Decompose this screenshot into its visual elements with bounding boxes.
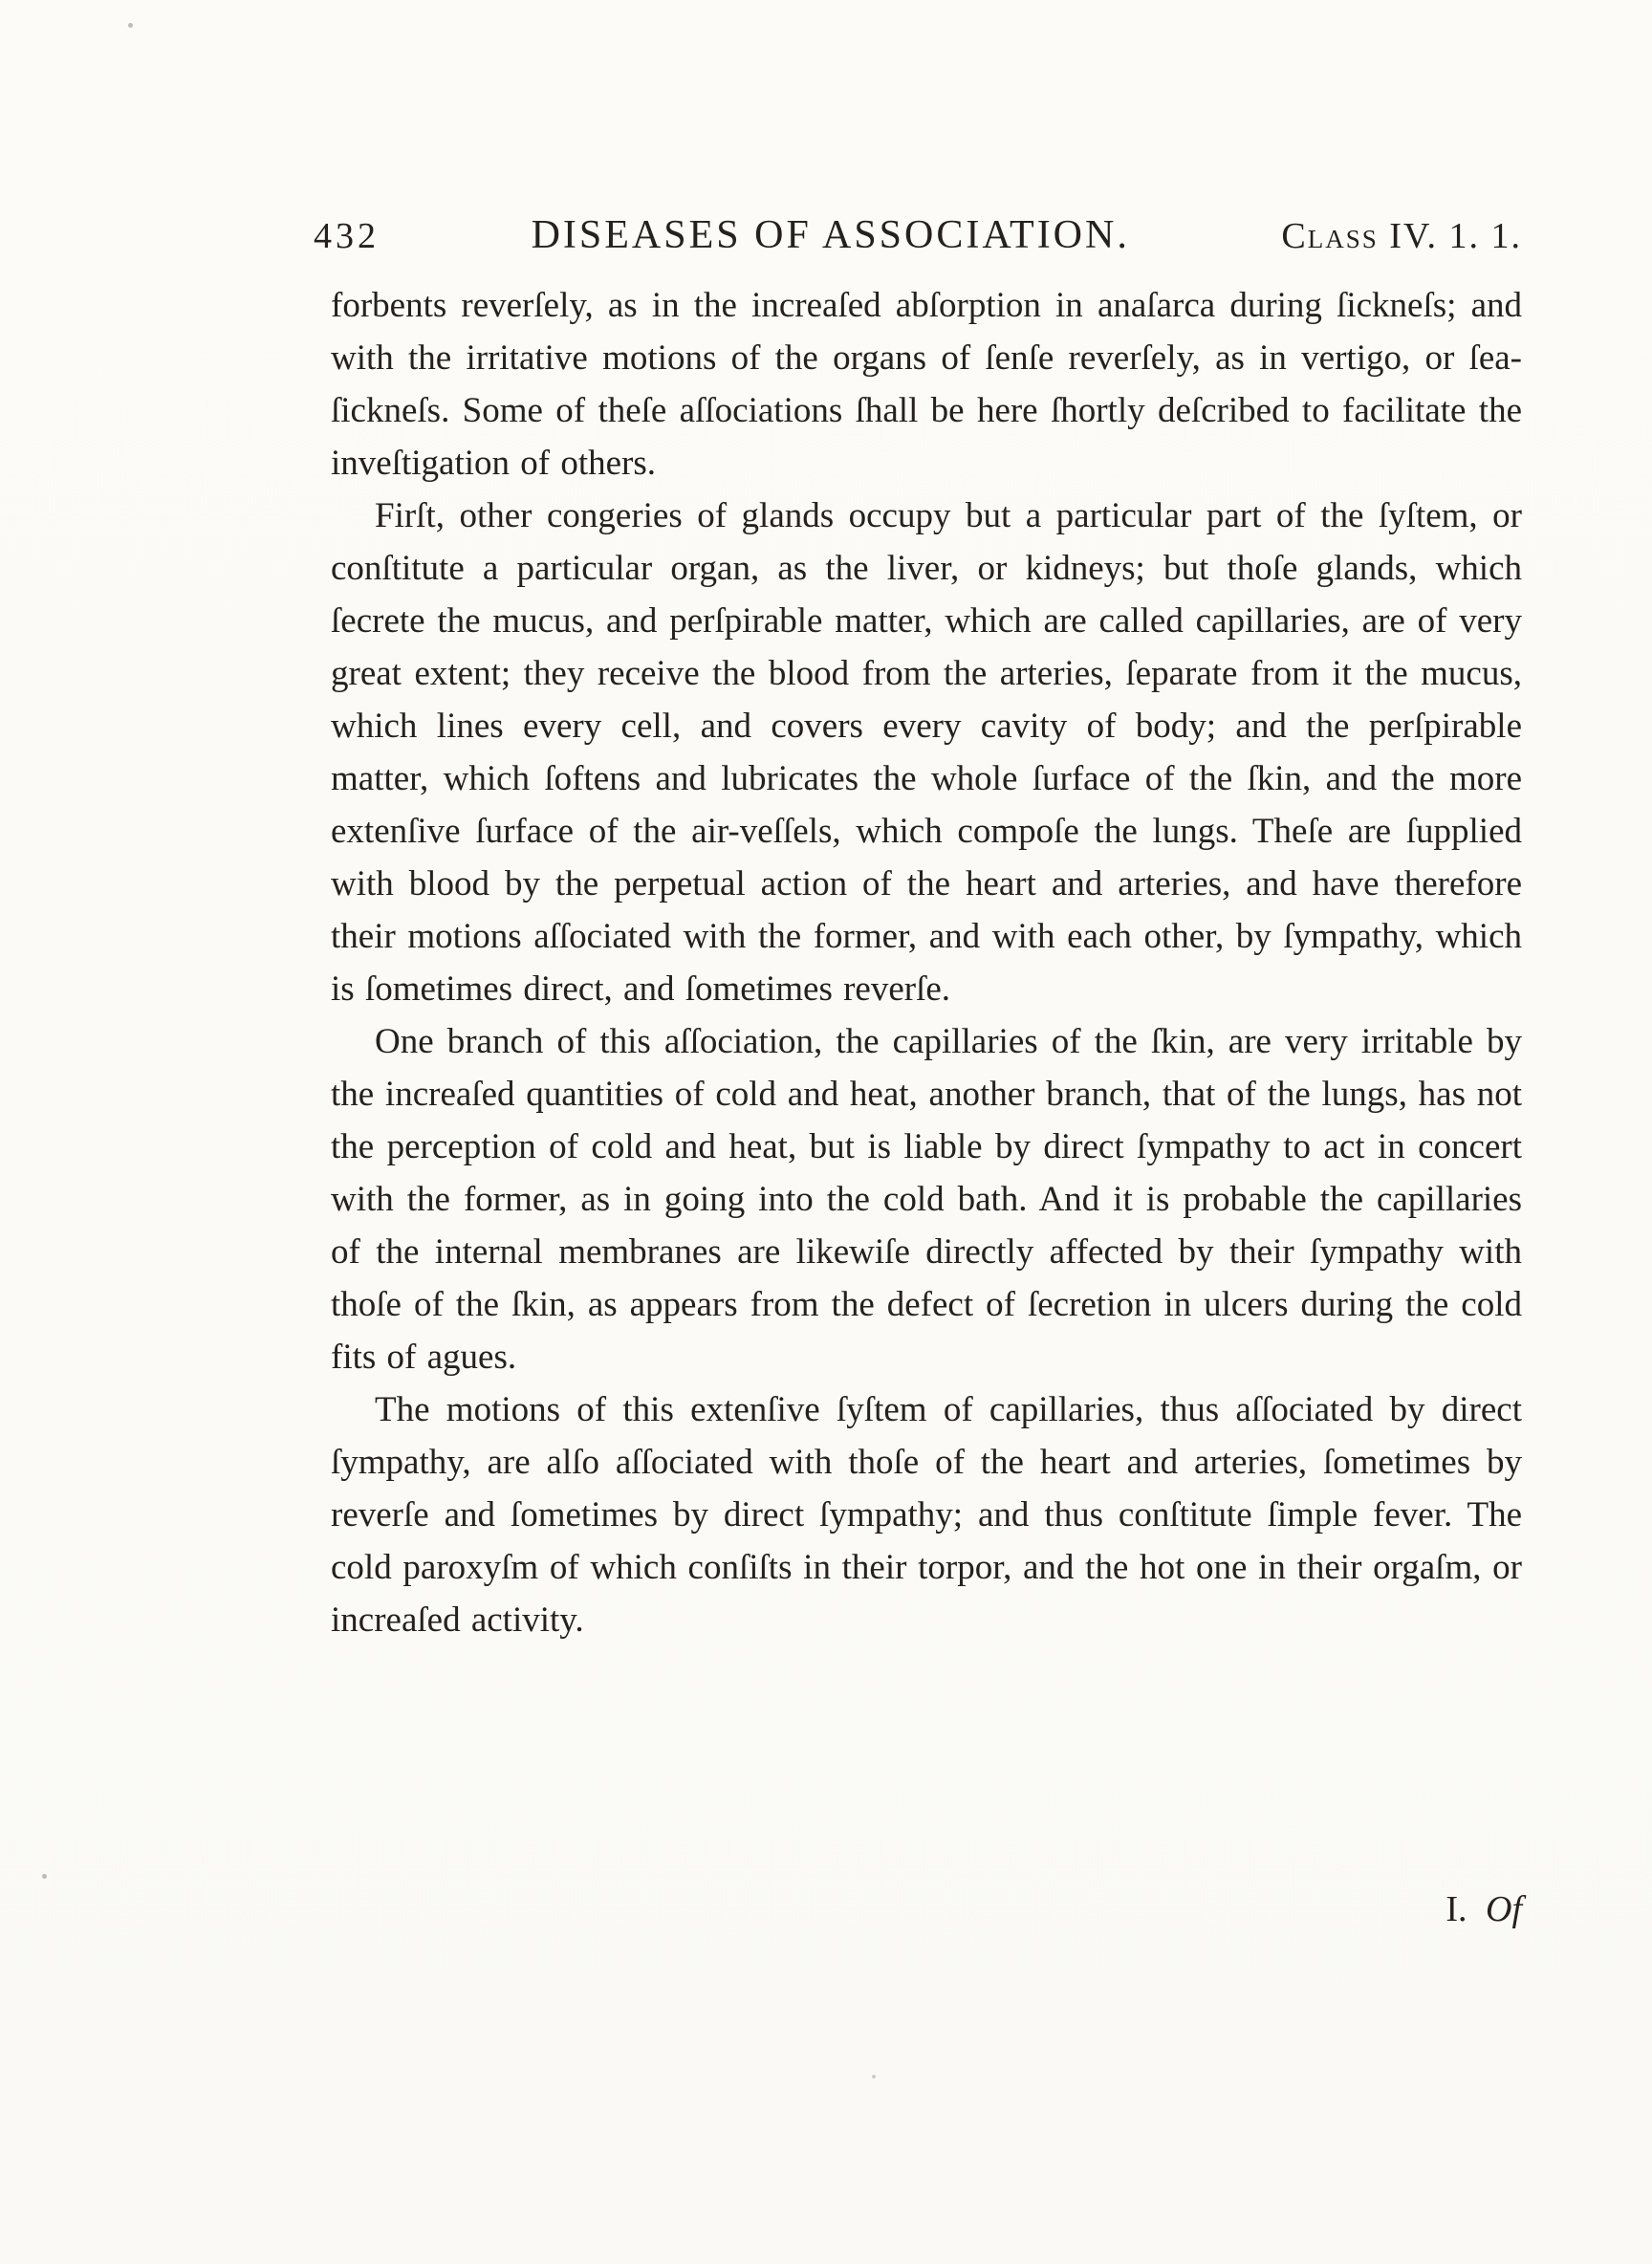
body-paragraph-3: One branch of this aſſociation, the capillaries of the ſkin, are very irritable by the increaſed quantities of cold and heat, another branch, that of the lungs, has not the perception of cold and heat, but is liable by direct ſympathy to act in concert with the former, as in going into the cold bath. And it is probable the capillaries of the internal membranes are likewiſe directly affected by their ſympathy with thoſe of the ſkin, as appears from the defect of ſecretion in ulcers during the cold fits of agues. [331, 1022, 1522, 1377]
page-header [314, 212, 1522, 258]
page-number: 432 [314, 216, 380, 256]
class-section-label: Class IV. 1. 1. [1281, 216, 1522, 256]
catchword [331, 1888, 1522, 1930]
body-paragraph-1: forbents reverſely, as in the increaſed abſorption in anaſarca during ſickneſs; and with the irritative motions of the organs of ſenſe reverſely, as in vertigo, or ſea-ſickneſs. Some of theſe aſſociations ſhall be here ſhortly deſcribed to facilitate the inveſtigation of others. [331, 286, 1522, 483]
catchword-word: Of [1486, 1889, 1522, 1929]
text-block [331, 279, 1522, 1646]
running-title: DISEASES OF ASSOCIATION. [531, 213, 1130, 257]
body-paragraph-4: The motions of this extenſive ſyſtem of capillaries, thus aſſociated by direct ſympathy, are alſo aſſociated with thoſe of the heart and arteries, ſometimes by reverſe and ſometimes by direct ſympathy; and thus conſtitute ſimple fever. The cold paroxyſm of which conſiſts in their torpor, and the hot one in their orgaſm, or increaſed activity. [331, 1390, 1522, 1640]
catchword-signature: I. [1446, 1889, 1467, 1929]
scan-speck [42, 1874, 47, 1879]
scan-speck [872, 2075, 876, 2079]
body-paragraph-2: Firſt, other congeries of glands occupy but a particular part of the ſyſtem, or conſtitute a particular organ, as the liver, or kidneys; but thoſe glands, which ſecrete the mucus, and perſpirable matter, which are called capillaries, are of very great extent; they receive the blood from the arteries, ſeparate from it the mucus, which lines every cell, and covers every cavity of body; and the perſpirable matter, which ſoftens and lubricates the whole ſurface of the ſkin, and the more extenſive ſurface of the air-veſſels, which compoſe the lungs. Theſe are ſupplied with blood by the perpetual action of the heart and arteries, and have therefore their motions aſſociated with the former, and with each other, by ſympathy, which is ſometimes direct, and ſometimes reverſe. [331, 496, 1522, 1009]
scan-speck [128, 23, 133, 28]
